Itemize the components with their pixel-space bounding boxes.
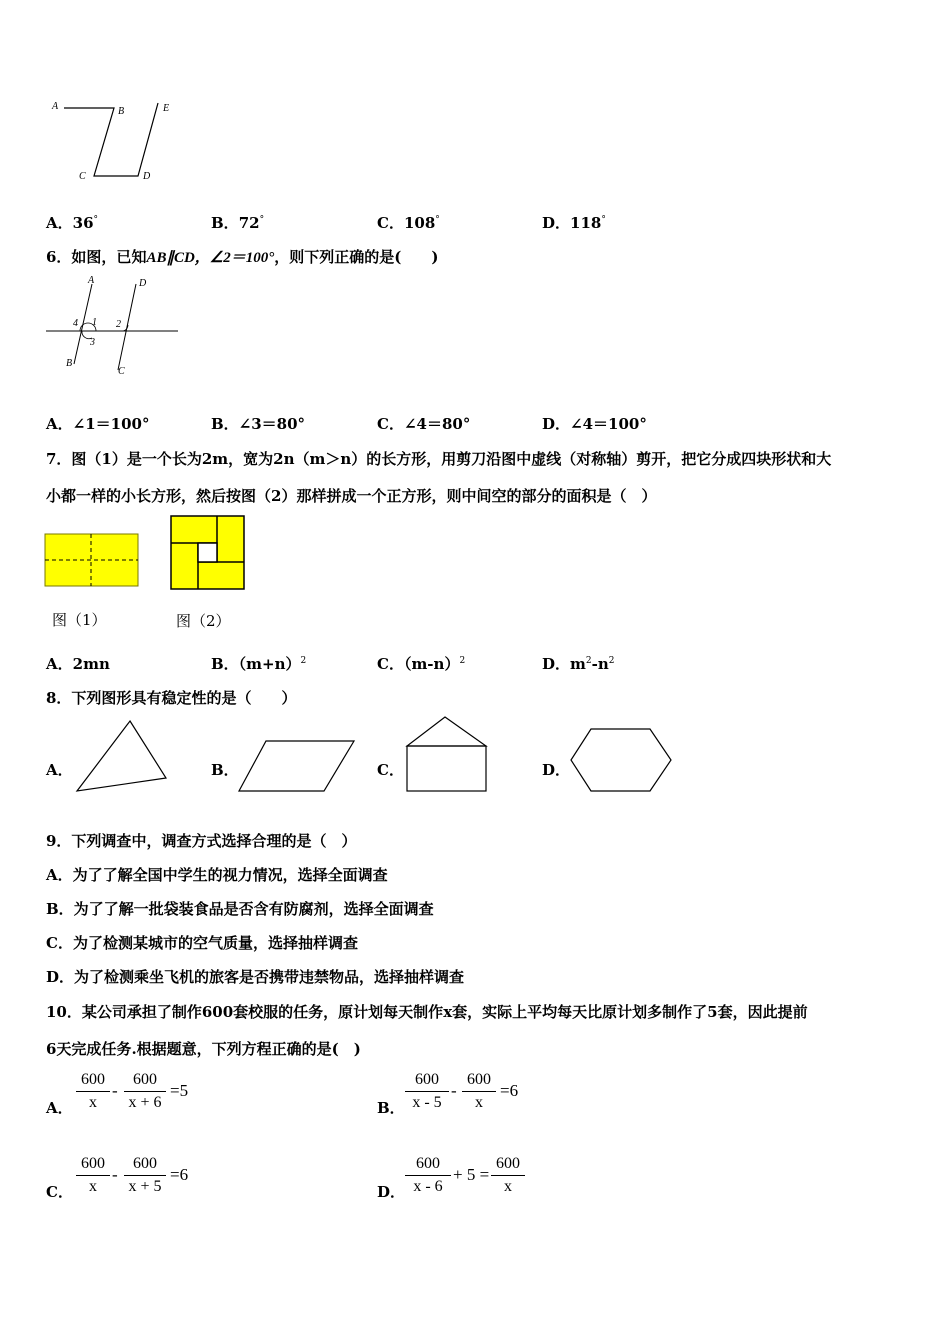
q6-option-c[interactable]: C．∠4＝80° — [377, 415, 471, 433]
numerator: 600 — [81, 1071, 105, 1088]
q10-b-fraction-1 — [405, 1071, 449, 1112]
q10-d-fraction-1 — [405, 1155, 451, 1196]
q9-option-a[interactable]: A．为了了解全国中学生的视力情况，选择全面调查 — [46, 866, 388, 884]
option-value: 36 — [72, 214, 94, 232]
q5-label-D: D — [143, 171, 151, 182]
fraction-bar — [124, 1091, 166, 1092]
degree-mark: ° — [601, 215, 606, 225]
q6-label-A: A — [88, 275, 95, 286]
q5-option-a[interactable] — [46, 212, 98, 233]
q5-option-d[interactable] — [542, 212, 606, 233]
q10-a-fraction-2 — [124, 1071, 166, 1112]
fraction-bar — [76, 1091, 110, 1092]
degree-mark: ° — [259, 215, 265, 225]
q10-stem-line1: 10．某公司承担了制作600套校服的任务，原计划每天制作x套，实际上平均每天比原计划多制作了5套，因此提前 — [46, 1003, 808, 1021]
numerator: 600 — [133, 1155, 157, 1172]
numerator: 600 — [133, 1071, 157, 1088]
numerator: 600 — [416, 1155, 440, 1172]
q10-a-rhs: =5 — [170, 1081, 189, 1100]
q8-option-b-letter[interactable]: B． — [211, 761, 239, 779]
q6-label-1: 1 — [92, 317, 97, 328]
q10-stem-line2: 6天完成任务.根据题意，下列方程正确的是( ) — [46, 1040, 361, 1058]
q9-option-c[interactable]: C．为了检测某城市的空气质量，选择抽样调查 — [46, 934, 358, 952]
numerator: 600 — [467, 1071, 491, 1088]
option-exponent: 2 — [585, 656, 592, 666]
degree-mark: ° — [435, 215, 440, 225]
q10-c-fraction-1 — [76, 1155, 110, 1196]
fraction-bar — [405, 1175, 451, 1176]
q10-b-operator: - — [451, 1081, 457, 1100]
q10-c-fraction-2 — [124, 1155, 166, 1196]
q6-stem-math: AB∥CD，∠2＝100° — [146, 250, 275, 266]
option-value: 108 — [403, 214, 436, 232]
option-exponent: 2 — [300, 656, 307, 666]
q10-option-d-letter[interactable]: D． — [377, 1183, 406, 1201]
option-value: 72 — [238, 214, 260, 232]
q10-a-fraction-1 — [76, 1071, 110, 1112]
denominator: x — [504, 1178, 512, 1195]
option-letter: C． — [377, 214, 404, 232]
numerator: 600 — [415, 1071, 439, 1088]
q6-option-d[interactable]: D．∠4＝100° — [542, 415, 647, 433]
denominator: x + 6 — [128, 1094, 162, 1111]
denominator: x — [89, 1094, 97, 1111]
q5-label-B: B — [118, 106, 125, 117]
option-text: C．（m-n） — [377, 655, 460, 673]
q8-option-a-letter[interactable]: A． — [46, 761, 73, 779]
denominator: x - 5 — [412, 1094, 442, 1111]
q10-a-operator: - — [112, 1081, 118, 1100]
q7-option-c[interactable] — [377, 653, 465, 674]
q5-option-b[interactable] — [211, 212, 264, 233]
q5-figure-lines — [64, 103, 158, 176]
q8-option-c-letter[interactable]: C． — [377, 761, 404, 779]
denominator: x - 6 — [413, 1178, 443, 1195]
q5-label-C: C — [79, 171, 86, 182]
numerator: 600 — [81, 1155, 105, 1172]
fraction-bar — [462, 1091, 496, 1092]
q7-fig2-center-hole — [198, 543, 217, 562]
q6-option-b[interactable]: B．∠3＝80° — [211, 415, 306, 433]
denominator: x — [89, 1178, 97, 1195]
q10-b-rhs: =6 — [500, 1081, 519, 1100]
q8-option-d-letter[interactable]: D． — [542, 761, 571, 779]
option-text-tail: -n — [591, 655, 609, 673]
q8-stem: 8．下列图形具有稳定性的是（ ） — [46, 689, 297, 707]
option-letter: D． — [542, 214, 571, 232]
q6-label-3: 3 — [90, 337, 95, 348]
q10-option-b-letter[interactable]: B． — [377, 1099, 405, 1117]
q6-label-B: B — [66, 358, 73, 369]
option-text: A．2mn — [46, 655, 110, 673]
q10-c-rhs: =6 — [170, 1165, 189, 1184]
q7-fig2-caption: 图（2） — [176, 612, 231, 630]
q7-option-a[interactable] — [46, 653, 110, 674]
q6-stem — [46, 246, 438, 267]
numerator: 600 — [496, 1155, 520, 1172]
q5-label-A: A — [52, 101, 59, 112]
fraction-bar — [76, 1175, 110, 1176]
fraction-bar — [124, 1175, 166, 1176]
option-text: D．m — [542, 655, 586, 673]
denominator: x — [475, 1094, 483, 1111]
q6-option-a[interactable]: A．∠1＝100° — [46, 415, 150, 433]
option-letter: A． — [46, 214, 73, 232]
q10-option-c-letter[interactable]: C． — [46, 1183, 73, 1201]
degree-mark: ° — [93, 215, 99, 225]
q5-label-E: E — [163, 103, 170, 114]
q7-option-b[interactable] — [211, 653, 306, 674]
q7-option-d[interactable] — [542, 653, 615, 674]
q6-label-D: D — [139, 278, 147, 289]
option-exponent: 2 — [459, 656, 466, 666]
option-text: B．（m+n） — [211, 655, 301, 673]
q9-stem: 9．下列调查中，调查方式选择合理的是（ ） — [46, 832, 357, 850]
fraction-bar — [491, 1175, 525, 1176]
option-value: 118 — [570, 214, 602, 232]
q8-option-b-parallelogram[interactable] — [236, 738, 358, 796]
q7-figure-1 — [44, 533, 140, 589]
q7-figure-2 — [170, 515, 246, 591]
fraction-bar — [405, 1091, 449, 1092]
q7-fig1-caption: 图（1） — [52, 611, 107, 629]
q5-figure — [46, 95, 186, 190]
q10-b-fraction-2 — [462, 1071, 496, 1112]
q6-figure — [44, 274, 184, 379]
denominator: x + 5 — [128, 1178, 162, 1195]
q10-d-fraction-2 — [491, 1155, 525, 1196]
q6-label-2: 2 — [116, 319, 121, 330]
q7-stem-line1: 7．图（1）是一个长为2m，宽为2n（m＞n）的长方形，用剪刀沿图中虚线（对称轴）剪开，把它分成四块形状和大 — [46, 450, 832, 468]
q5-option-c[interactable] — [377, 212, 440, 233]
q10-d-operator: + 5 = — [453, 1165, 490, 1184]
q8-option-d-hexagon[interactable] — [568, 726, 676, 796]
q7-stem-line2: 小都一样的小长方形，然后按图（2）那样拼成一个正方形，则中间空的部分的面积是（ ） — [46, 487, 657, 505]
option-letter: B． — [211, 214, 239, 232]
q6-label-4: 4 — [73, 318, 78, 329]
q9-option-b[interactable]: B．为了了解一批袋装食品是否含有防腐剂，选择全面调查 — [46, 900, 434, 918]
q6-label-C: C — [118, 366, 125, 377]
option-exponent-2: 2 — [608, 656, 615, 666]
q10-option-a-letter[interactable]: A． — [46, 1099, 73, 1117]
q10-c-operator: - — [112, 1165, 118, 1184]
q9-option-d[interactable]: D．为了检测乘坐飞机的旅客是否携带违禁物品，选择抽样调查 — [46, 968, 465, 986]
q6-stem-suffix: ，则下列正确的是( ) — [274, 248, 439, 266]
q8-option-a-triangle[interactable] — [72, 718, 172, 796]
q6-stem-prefix: 6．如图，已知 — [46, 248, 147, 266]
q8-option-c-house[interactable] — [404, 714, 490, 796]
